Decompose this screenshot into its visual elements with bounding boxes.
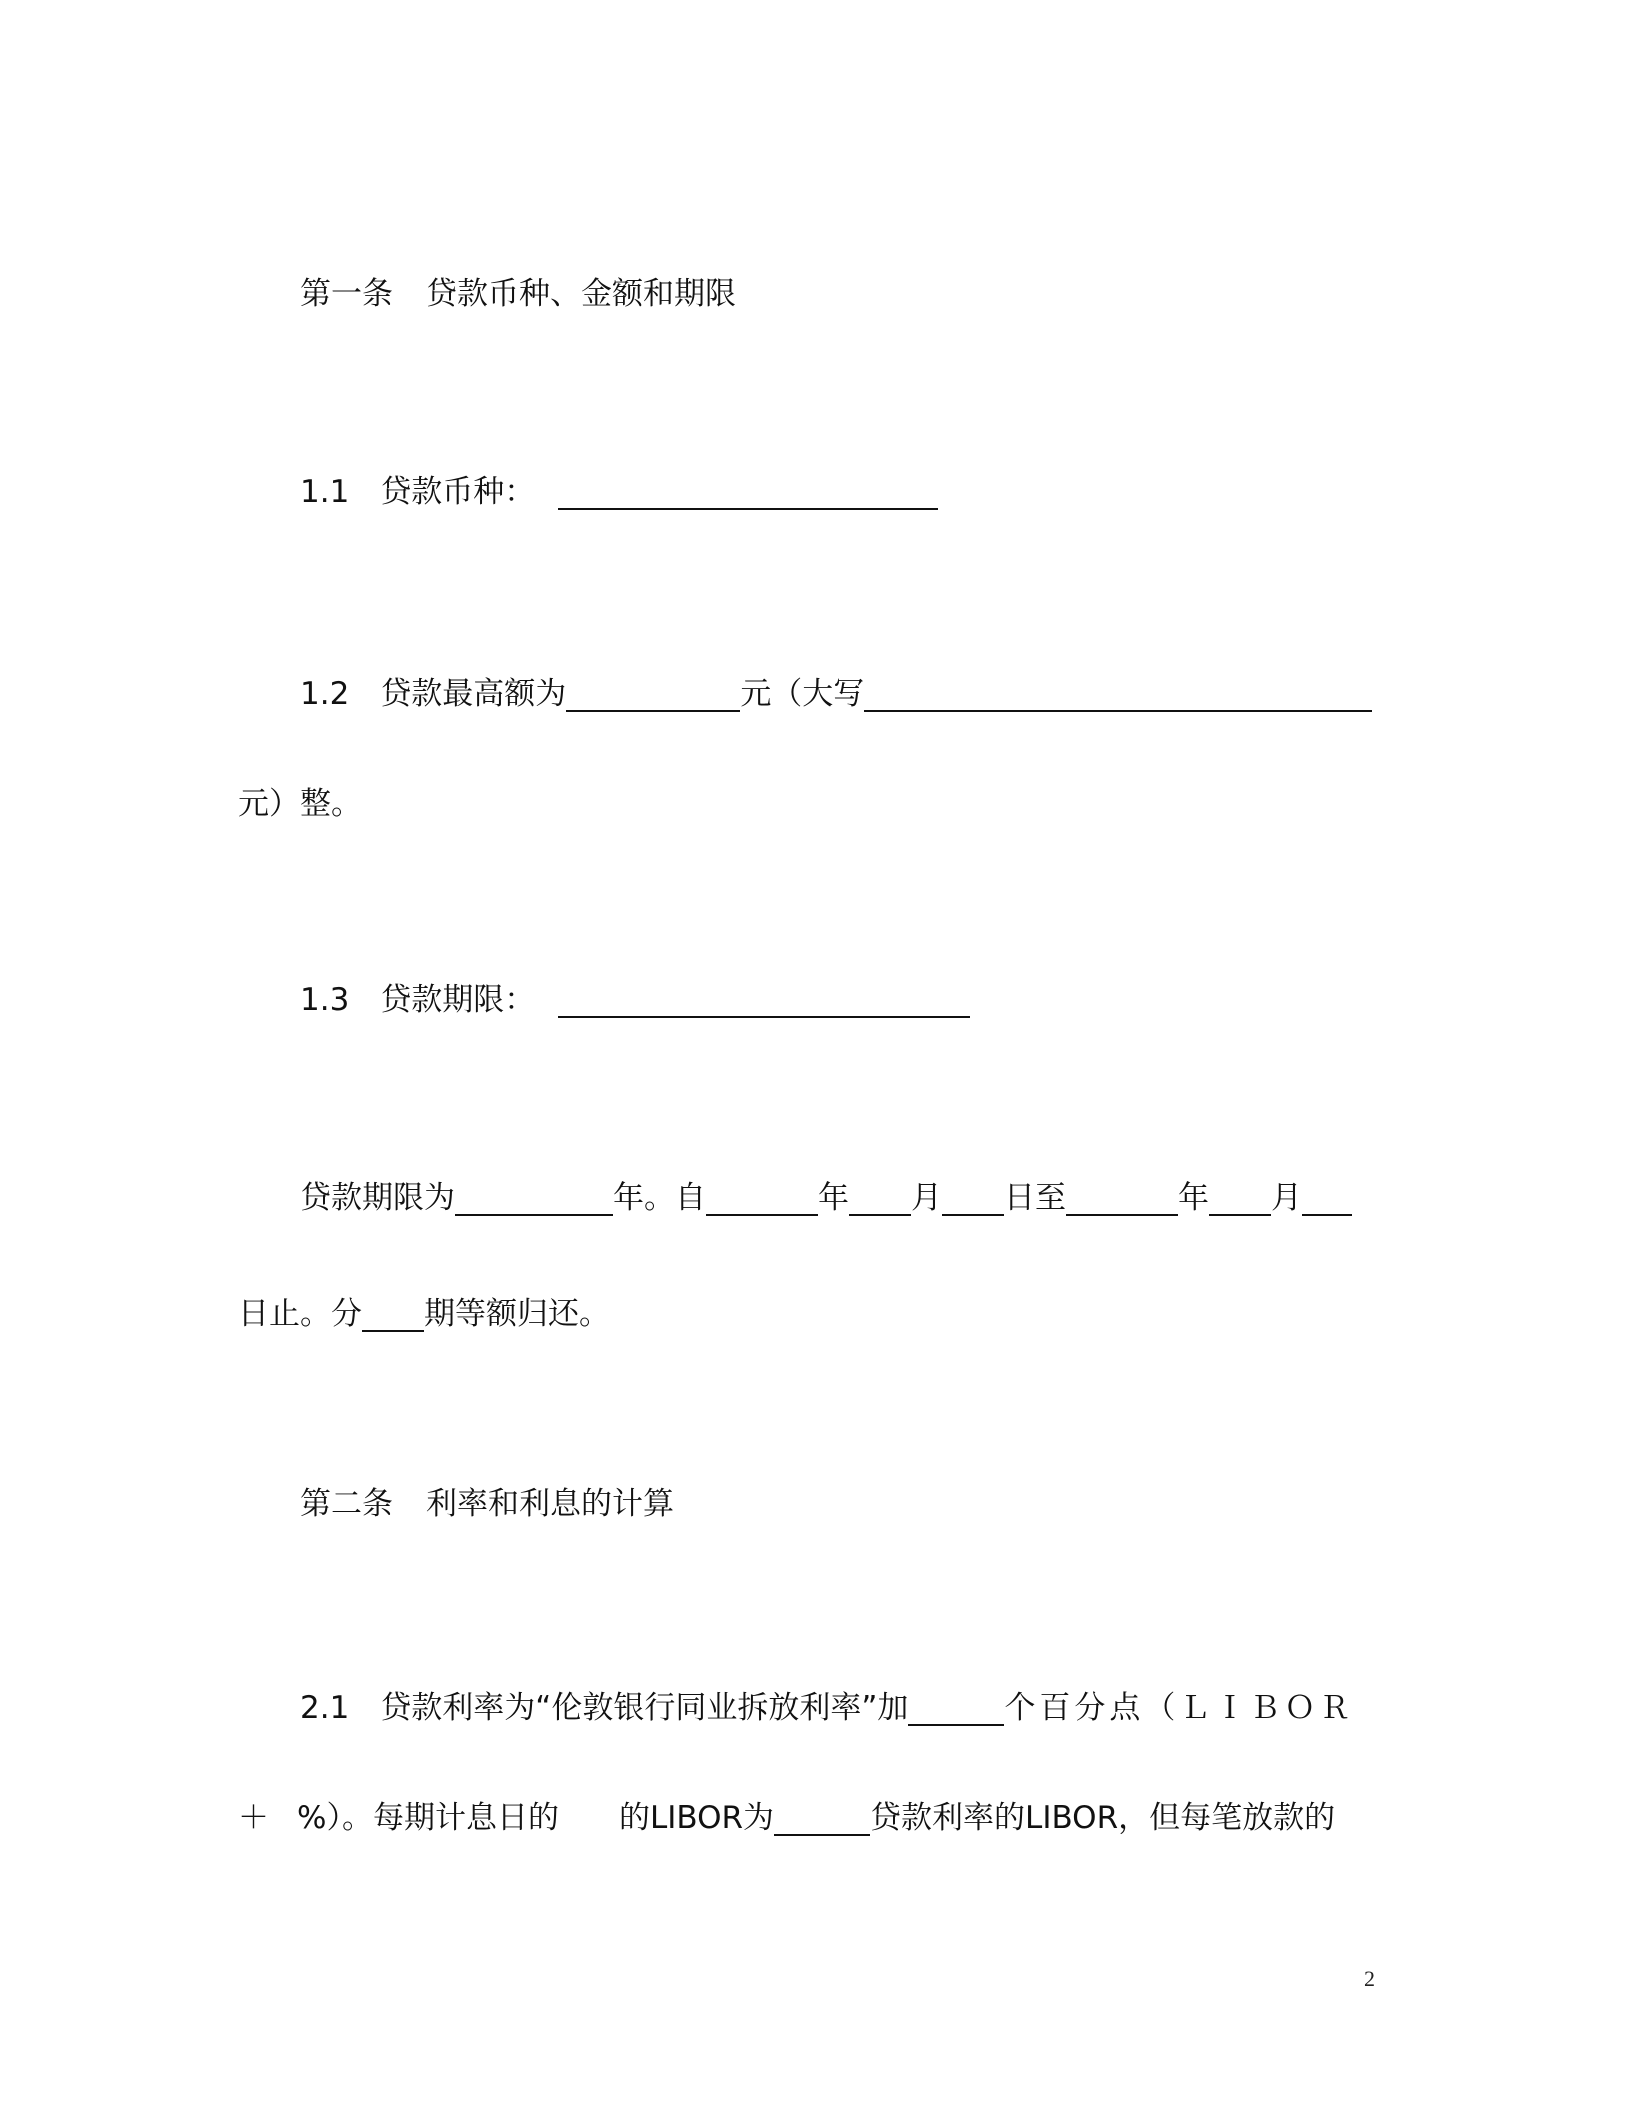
term-detail-continuation: [238, 1294, 610, 1334]
clause-1-3-label: 贷款期限：: [380, 982, 536, 1018]
clause-2-1-number: 2.1: [300, 1690, 350, 1726]
loan-term-blank[interactable]: [558, 986, 970, 1018]
start-year-label: 年: [818, 1180, 849, 1216]
basis-points-blank[interactable]: [908, 1694, 1004, 1726]
clause-1-2-unit: 元（大写: [740, 676, 865, 712]
plus-sign: ＋: [238, 1800, 269, 1836]
article-1-heading: [300, 274, 736, 314]
end-month-blank[interactable]: [1209, 1184, 1271, 1216]
article-1-title: 贷款币种、金额和期限: [426, 276, 736, 312]
libor-blank[interactable]: [774, 1804, 870, 1836]
clause-1-1-number: 1.1: [300, 474, 350, 510]
clause-1-2-end: 元）整。: [238, 786, 362, 822]
end-year-label: 年: [1178, 1180, 1209, 1216]
clause-1-2-label: 贷款最高额为: [380, 676, 567, 712]
article-1-number: 第一条: [300, 276, 393, 312]
start-month-label: 月: [911, 1180, 942, 1216]
day-to-label: 日至: [1004, 1180, 1066, 1216]
max-amount-blank[interactable]: [566, 680, 740, 712]
start-day-blank[interactable]: [942, 1184, 1004, 1216]
clause-1-2: [300, 674, 1372, 714]
clause-2-1-text-a: 贷款利率为“伦敦银行同业拆放利率”加: [380, 1690, 909, 1726]
clause-2-1-text-b: 个百分点（ＬＩＢＯＲ: [1004, 1690, 1355, 1726]
term-prefix: 贷款期限为: [300, 1180, 455, 1216]
end-day-blank[interactable]: [1302, 1184, 1352, 1216]
start-year-blank[interactable]: [706, 1184, 818, 1216]
end-year-blank[interactable]: [1066, 1184, 1178, 1216]
clause-2-1: [300, 1688, 1354, 1728]
currency-blank[interactable]: [558, 478, 938, 510]
libor-is-text: 的LIBOR为: [618, 1800, 775, 1836]
term-years-blank[interactable]: [455, 1184, 613, 1216]
term-years-label: 年。自: [613, 1180, 706, 1216]
amount-in-words-blank[interactable]: [864, 680, 1372, 712]
clause-1-1: [300, 472, 938, 512]
term-end-prefix: 日止。分: [238, 1296, 362, 1332]
end-month-label: 月: [1271, 1180, 1302, 1216]
article-2-heading: [300, 1484, 674, 1524]
article-2-number: 第二条: [300, 1486, 393, 1522]
clause-1-3-number: 1.3: [300, 982, 350, 1018]
article-2-title: 利率和利息的计算: [426, 1486, 674, 1522]
clause-1-2-number: 1.2: [300, 676, 350, 712]
page-number: 2: [1364, 1966, 1375, 1991]
clause-2-1-text-c: 贷款利率的LIBOR，但每笔放款的: [870, 1800, 1336, 1836]
clause-2-1-continuation: [238, 1798, 1335, 1838]
clause-1-3: [300, 980, 970, 1020]
clause-1-2-continuation: [238, 784, 362, 824]
clause-1-1-label: 贷款币种：: [380, 474, 536, 510]
start-month-blank[interactable]: [849, 1184, 911, 1216]
term-detail-line: [300, 1178, 1352, 1218]
installments-label: 期等额归还。: [424, 1296, 610, 1332]
percent-text: %）。每期计息日的: [297, 1800, 559, 1836]
installments-blank[interactable]: [362, 1300, 424, 1332]
